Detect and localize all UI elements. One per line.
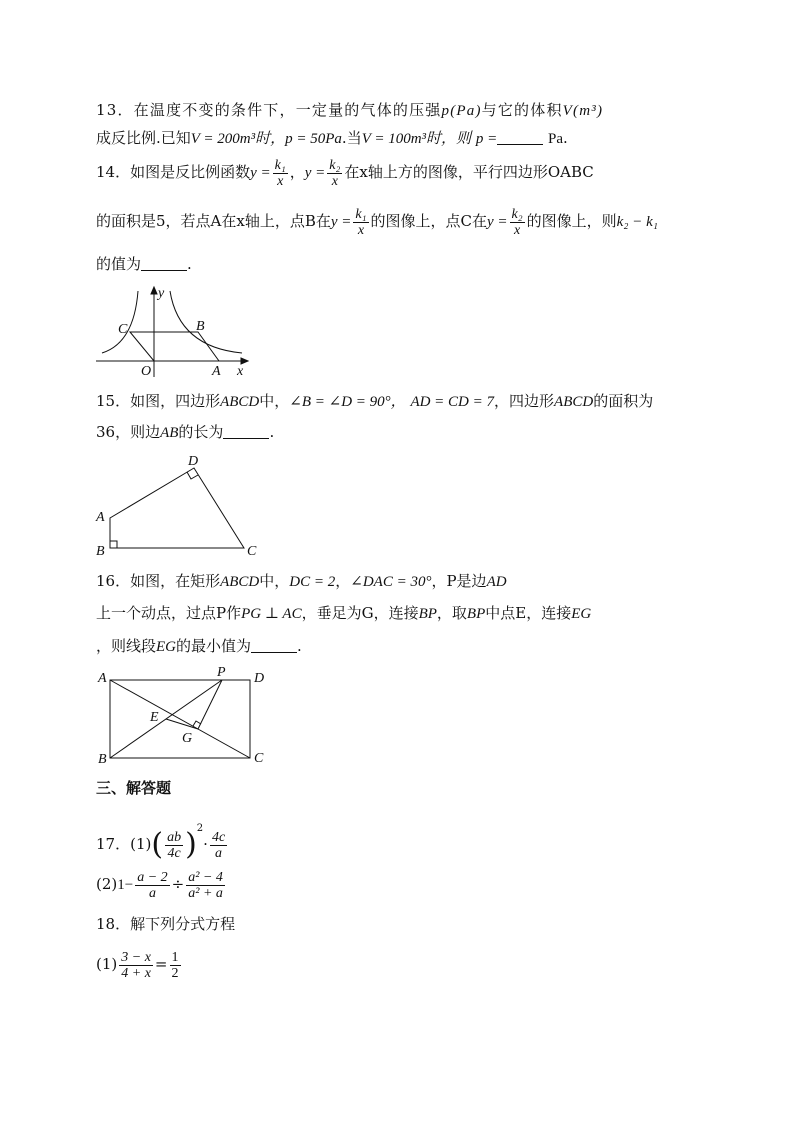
q14-y1: y = — [250, 165, 271, 181]
q16-eg: EG — [571, 606, 592, 622]
q14-frac3 — [353, 207, 368, 238]
q16-ad: AD — [486, 574, 507, 590]
q13-text: 13．在温度不变的条件下，一定量的气体的压强 — [96, 101, 442, 119]
q17-a: a — [215, 845, 223, 861]
q14-text3: 的面积是5，若点A在x轴上，点B在 — [96, 212, 331, 230]
q15-label-c: C — [247, 544, 257, 559]
q16-label-g: G — [182, 731, 193, 746]
q18-frac2 — [170, 950, 181, 981]
q17-4c: 4c — [167, 845, 181, 861]
q15-abcd: ABCD — [220, 394, 260, 410]
q16-text2: 中， — [259, 572, 290, 590]
q14-x4: x — [513, 222, 521, 238]
q17-a2-plus-a: a² + a — [188, 885, 223, 901]
q16-angle: ∠DAC = 30° — [350, 574, 432, 590]
q18-equals: = — [154, 955, 168, 973]
q13-cond1: V = 200m³时， — [190, 131, 286, 147]
q18-one: 1 — [171, 949, 179, 965]
q17-lparen: ( — [151, 827, 164, 862]
q17-a-minus-2: a − 2 — [137, 869, 168, 885]
q15-end: . — [269, 423, 275, 441]
q15-line1 — [96, 391, 653, 412]
q15-text6: 的长为 — [178, 423, 224, 441]
q13-line1 — [96, 100, 603, 121]
q16-segment-pg — [198, 680, 222, 729]
q14-parallelogram — [130, 332, 219, 361]
q14-label-c: C — [118, 322, 128, 337]
q17-p2-label: (2) — [96, 875, 118, 893]
q14-k1: k₁ — [274, 157, 286, 173]
q17-frac4 — [186, 870, 225, 901]
q17-frac1 — [165, 830, 183, 861]
q16-label-p: P — [217, 665, 226, 680]
q15-abcd2: ABCD — [554, 394, 594, 410]
q16-diagonal-ac — [110, 680, 250, 758]
q14-line1 — [96, 155, 594, 189]
q17-a2-minus-4: a² − 4 — [188, 869, 223, 885]
q16-text1: 16．如图，在矩形 — [96, 572, 221, 590]
q17-a-den: a — [148, 885, 156, 901]
q15-quadrilateral — [110, 468, 244, 548]
q17-part2 — [96, 862, 227, 906]
q15-angles: ∠B = ∠D = 90°， — [289, 394, 406, 410]
q16-label-e: E — [150, 710, 159, 725]
q18-two: 2 — [171, 965, 179, 981]
q16-text5: ，垂足为G，连接 — [301, 604, 419, 622]
q17-frac2 — [210, 830, 227, 861]
q14-text6: 的值为 — [96, 255, 142, 273]
q14-y2b: y = — [486, 214, 508, 230]
q14-frac4 — [510, 207, 525, 238]
q13-p-eq: p = — [475, 131, 498, 147]
q14-y-arrow — [151, 287, 157, 294]
q14-comma: ， — [289, 163, 305, 181]
q15-sides: AD = CD = 7 — [410, 394, 495, 410]
q16-line2 — [96, 603, 591, 624]
q18-den1: 4 + x — [121, 965, 151, 981]
q16-label-c: C — [254, 751, 264, 766]
q14-x3: x — [357, 222, 365, 238]
q15-figure — [92, 450, 272, 560]
q14-k1b: k₁ — [355, 206, 367, 222]
q15-answer-blank — [223, 424, 269, 439]
q14-text4: 的图像上，点C在 — [370, 212, 487, 230]
q16-label-d: D — [254, 671, 265, 686]
q18-part1 — [96, 942, 183, 986]
q16-end: . — [297, 637, 302, 655]
q14-label-a: A — [212, 364, 221, 379]
q16-text9: 的最小值为 — [176, 637, 252, 655]
q15-label-a: A — [96, 510, 105, 525]
q14-y1b: y = — [330, 214, 352, 230]
q16-bp2: BP — [466, 606, 486, 622]
q15-text2: 中， — [259, 392, 290, 410]
q15-line2 — [96, 422, 274, 443]
q14-frac1 — [273, 158, 288, 189]
q13-cond2: p = 50Pa — [285, 131, 342, 147]
q15-label-b: B — [96, 544, 105, 559]
q14-label-o: O — [141, 364, 152, 379]
q15-text4: 的面积为 — [593, 392, 654, 410]
q15-right-angle-d — [187, 472, 198, 479]
q14-text5: 的图像上，则 — [526, 212, 617, 230]
q16-text4: 上一个动点，过点P作 — [96, 604, 242, 622]
q16-eg2: EG — [156, 639, 177, 655]
q16-label-b: B — [98, 752, 107, 767]
q16-text6: ，取 — [436, 604, 467, 622]
q18-num1: 3 − x — [121, 949, 151, 965]
q18-title: 18．解下列分式方程 — [96, 915, 236, 933]
q17-ab: ab — [167, 829, 182, 845]
q15-ab: AB — [160, 425, 179, 441]
q13-unit: Pa — [547, 131, 563, 147]
q13-text3: .当 — [341, 129, 362, 147]
q16-comma: ， — [335, 572, 351, 590]
q14-figure — [94, 283, 254, 379]
q14-text1: 14．如图是反比例函数 — [96, 163, 251, 181]
q14-answer-blank — [141, 256, 187, 271]
q13-pressure: p(Pa) — [441, 103, 482, 119]
q18-p1-label: (1) — [96, 955, 118, 973]
q15-right-angle-b — [110, 541, 117, 548]
q18-frac1 — [119, 950, 153, 981]
q16-text8: ，则线段 — [96, 637, 157, 655]
q14-label-y: y — [158, 286, 165, 301]
q13-text2: 成反比例.已知 — [96, 129, 191, 147]
q13-end: . — [562, 129, 568, 147]
q13-text-mid: 与它的体积 — [481, 101, 563, 119]
q14-diff: k₂ − k₁ — [616, 214, 658, 230]
q16-line1 — [96, 571, 507, 592]
q16-dc: DC = 2 — [289, 574, 336, 590]
q14-k2: k₂ — [329, 157, 341, 173]
q14-text2: 在x轴上方的图像，平行四边形OABC — [344, 163, 594, 181]
section-3-title: 三、解答题 — [96, 779, 172, 797]
q14-label-x: x — [237, 364, 244, 379]
q13-volume: V(m³) — [562, 103, 604, 119]
q17-dot: · — [203, 835, 208, 853]
q17-frac3 — [135, 870, 169, 901]
q15-text1: 15．如图，四边形 — [96, 392, 221, 410]
q14-x: x — [277, 173, 284, 189]
q14-line3 — [96, 254, 192, 274]
q16-text7: 中点E，连接 — [485, 604, 572, 622]
q17-exponent: 2 — [196, 823, 204, 834]
q13-line2 — [96, 128, 568, 149]
q17-rparen: ) — [185, 827, 197, 862]
q17-p1-label: (1) — [130, 835, 152, 853]
q14-label-b: B — [196, 319, 205, 334]
q15-text5: 36，则边 — [96, 423, 161, 441]
q17-one-minus: 1− — [117, 877, 134, 893]
q16-abcd: ABCD — [220, 574, 260, 590]
q16-line3 — [96, 636, 302, 657]
q16-label-a: A — [98, 671, 107, 686]
q17-part1 — [96, 806, 229, 862]
q14-line2 — [96, 204, 658, 238]
q17-4c-b: 4c — [211, 829, 226, 845]
q13-answer-blank — [497, 130, 543, 145]
q14-frac2 — [327, 158, 342, 189]
q17-divide: ÷ — [171, 875, 185, 893]
q14-x2: x — [331, 173, 338, 189]
q17-number: 17． — [96, 835, 131, 853]
q15-text3: ，四边形 — [494, 392, 555, 410]
q14-k2b: k₂ — [511, 206, 523, 222]
q16-pg: PG ⊥ AC — [241, 606, 302, 622]
q14-end: . — [187, 255, 192, 273]
q16-text3: ，P是边 — [431, 572, 487, 590]
q16-bp: BP — [418, 606, 437, 622]
q16-figure — [92, 662, 282, 772]
q14-y2: y = — [304, 165, 326, 181]
q16-answer-blank — [251, 638, 297, 653]
q15-label-d: D — [188, 454, 199, 469]
q13-cond3: V = 100m³时，则 — [361, 131, 472, 147]
